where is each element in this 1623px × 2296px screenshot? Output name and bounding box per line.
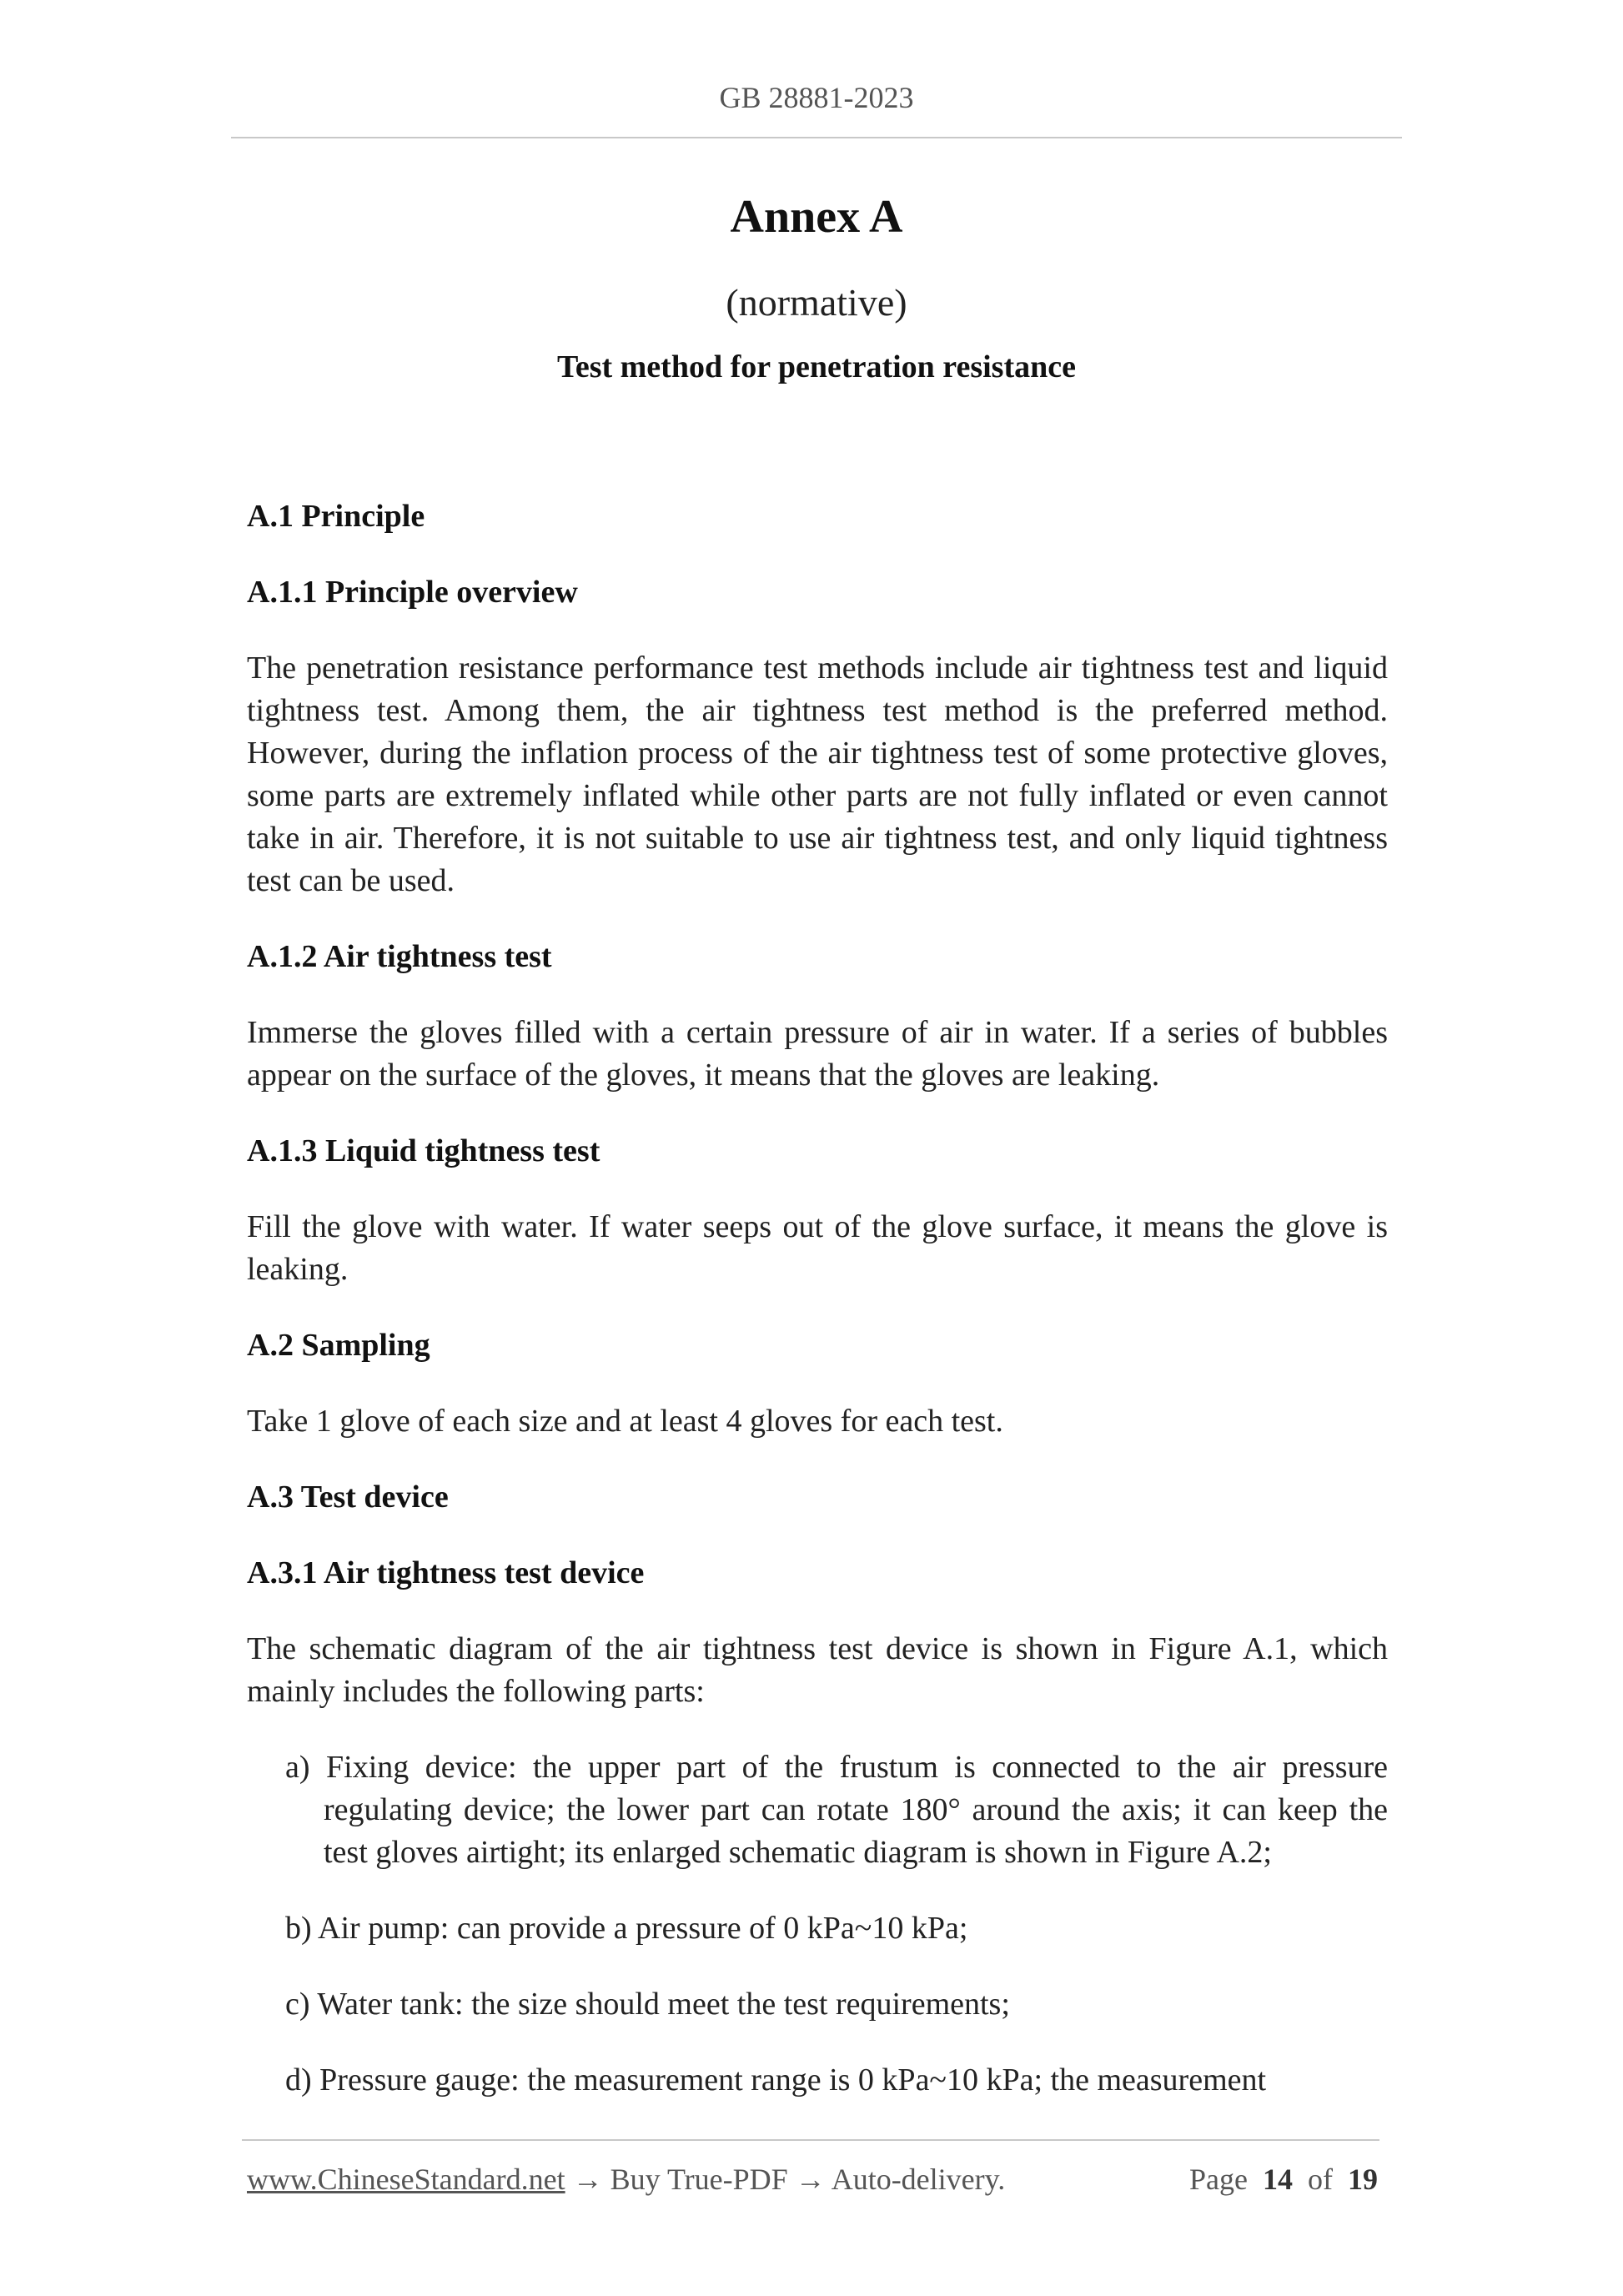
page-number xyxy=(1189,2162,1378,2197)
footer-promo-text: → Buy True-PDF → Auto-delivery. xyxy=(565,2163,1006,2196)
list-item-b: b) Air pump: can provide a pressure of 0 kPa~10 kPa; xyxy=(285,1911,968,1946)
page-footer xyxy=(247,2162,1378,2197)
section-heading-a2: A.2 Sampling xyxy=(247,1328,430,1363)
paragraph-a1-1: The penetration resistance performance test methods include air tightness test and liquid tightness test. Among them, the air tightness test method is the preferred method. However, during the inflation process of the air tightness test of some protective gloves, some parts are extremely inflated while other parts are not fully inflated or even cannot take in air. Therefore, it is not suitable to use air tightness test, and only liquid tightness test can be used. xyxy=(247,651,1388,898)
page-current: 14 xyxy=(1263,2163,1293,2196)
section-heading-a1-1: A.1.1 Principle overview xyxy=(247,575,578,610)
paragraph-a1-2: Immerse the gloves filled with a certain pressure of air in water. If a series of bubbles appear on the surface of the gloves, it means that the gloves are leaking. xyxy=(247,1015,1388,1093)
list-item-d: d) Pressure gauge: the measurement range is 0 kPa~10 kPa; the measurement xyxy=(285,2062,1267,2098)
section-heading-a3: A.3 Test device xyxy=(247,1480,449,1515)
section-heading-a1: A.1 Principle xyxy=(247,499,425,534)
paragraph-a1-3: Fill the glove with water. If water seeps out of the glove surface, it means the glove is leaking. xyxy=(247,1209,1388,1287)
annex-subtitle: Test method for penetration resistance xyxy=(556,349,1076,384)
section-heading-a1-3: A.1.3 Liquid tightness test xyxy=(247,1133,600,1168)
footer-divider xyxy=(242,2139,1379,2141)
section-heading-a3-1: A.3.1 Air tightness test device xyxy=(247,1555,645,1590)
annex-type: (normative) xyxy=(726,281,907,324)
page-header-doc-id: GB 28881-2023 xyxy=(719,81,914,114)
header-divider xyxy=(231,137,1402,138)
section-heading-a1-2: A.1.2 Air tightness test xyxy=(247,939,552,974)
list-item-a: a) Fixing device: the upper part of the frustum is connected to the air pressure regulating device; the lower part can rotate 180° around the axis; it can keep the test gloves airtight; its enlarged schematic diagram is shown in Figure A.2; xyxy=(285,1750,1388,1870)
page-total: 19 xyxy=(1348,2163,1378,2196)
document-body xyxy=(247,495,1388,2135)
paragraph-a2: Take 1 glove of each size and at least 4 gloves for each test. xyxy=(247,1404,1003,1439)
list-item-c: c) Water tank: the size should meet the test requirements; xyxy=(285,1987,1010,2022)
paragraph-a3-1: The schematic diagram of the air tightness test device is shown in Figure A.1, which mainly includes the following parts: xyxy=(247,1631,1388,1709)
page-label: Page xyxy=(1189,2163,1248,2196)
footer-site-link[interactable]: www.ChineseStandard.net xyxy=(247,2163,565,2196)
annex-title: Annex A xyxy=(730,191,903,243)
page-of: of xyxy=(1308,2163,1333,2196)
